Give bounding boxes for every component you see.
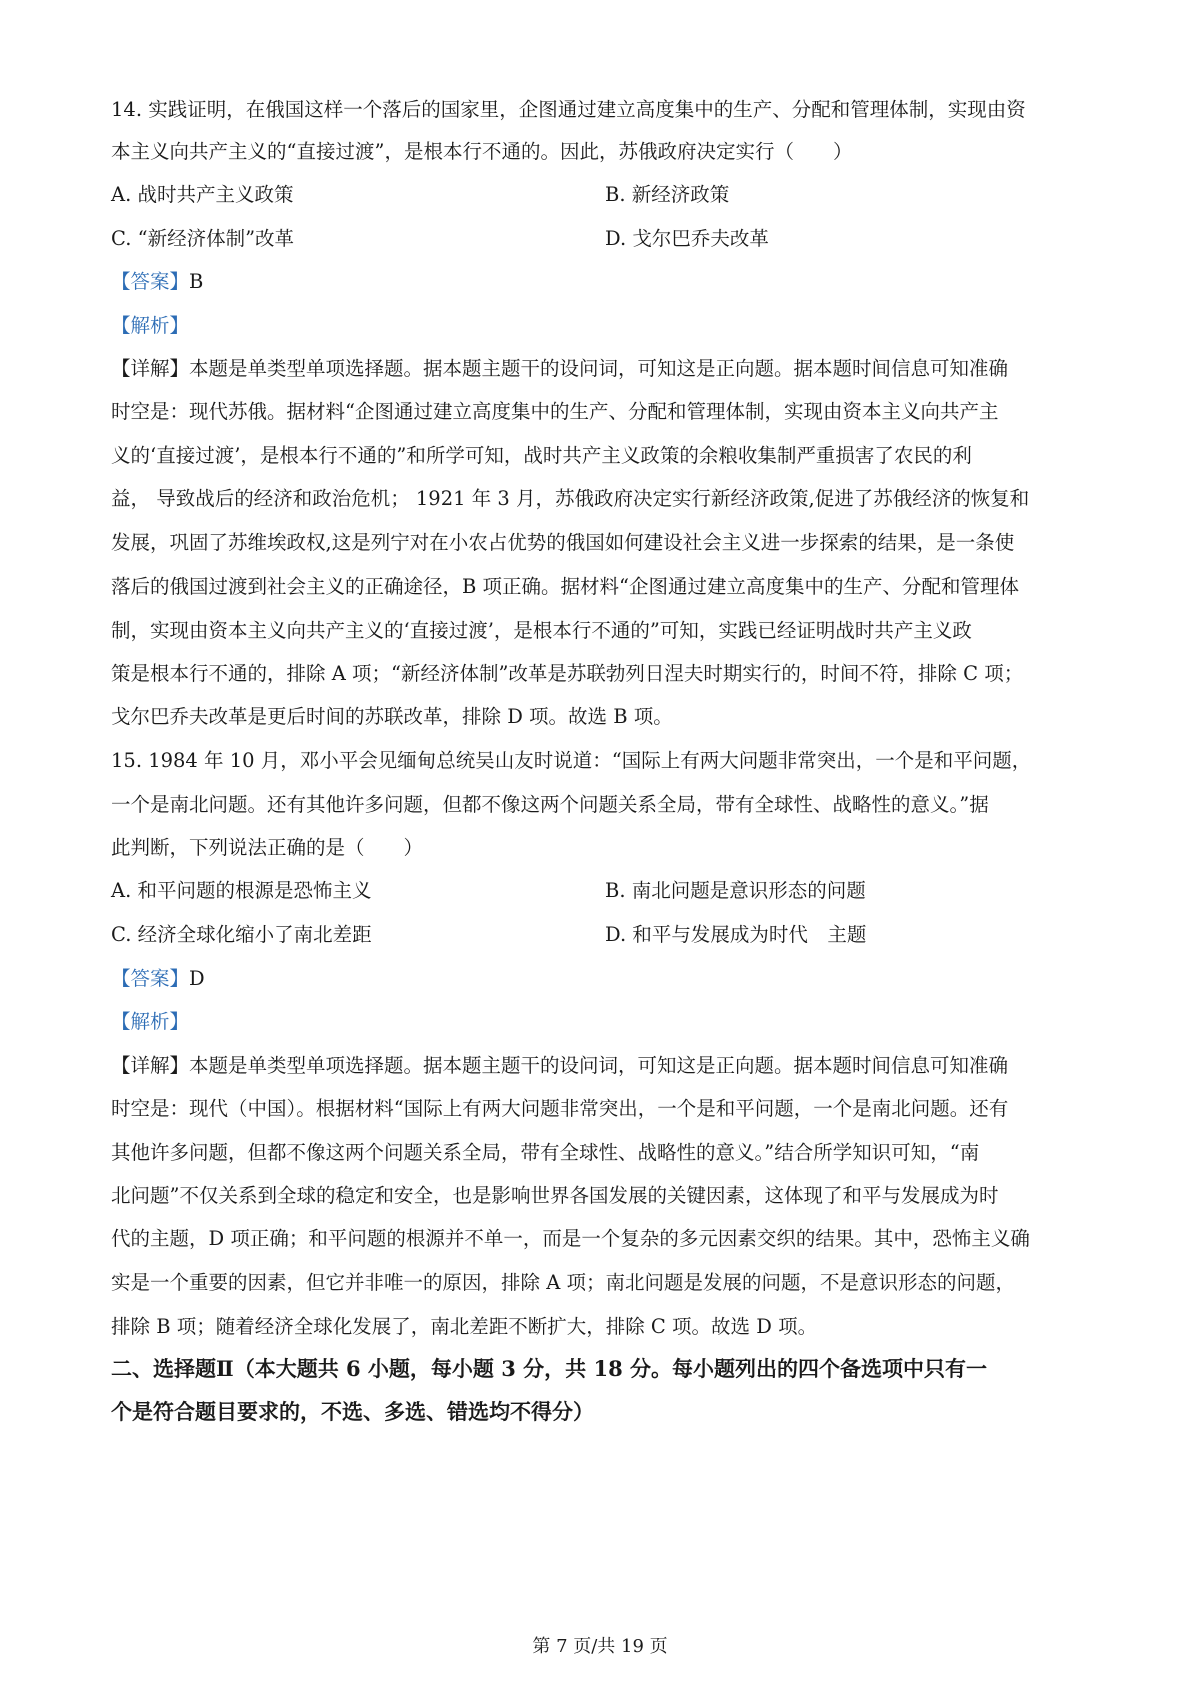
q14-answer (111, 268, 203, 296)
q14-detail-line-7: 制，实现由资本主义向共产主义的‘直接过渡’，是根本行不通的”可知，实践已经证明战时共产主义政 (111, 619, 972, 642)
q14-detail-line-1: 【详解】本题是单类型单项选择题。据本题主题干的设问词，可知这是正向题。据本题时间信息可知准确 (111, 357, 1009, 380)
q15-stem-line-1: 15. 1984 年 10 月，邓小平会见缅甸总统吴山友时说道：“国际上有两大问题非常突出，一个是和平问题， (111, 749, 1032, 772)
q14-answer-label: 【答案】 (111, 270, 190, 293)
q15-option-b: B. 南北问题是意识形态的问题 (605, 879, 866, 902)
section-2-heading-line-1: 二、选择题Ⅱ（本大题共 6 小题，每小题 3 分，共 18 分。每小题列出的四个备选项中只有一 (111, 1356, 988, 1381)
q15-stem-line-3: 此判断，下列说法正确的是（ ） (111, 836, 424, 859)
q15-detail-line-7: 排除 B 项；随着经济全球化发展了，南北差距不断扩大，排除 C 项。故选 D 项。 (111, 1315, 818, 1338)
q14-option-b: B. 新经济政策 (605, 183, 730, 206)
q15-detail-line-6: 实是一个重要的因素，但它并非唯一的原因，排除 A 项；南北问题是发展的问题，不是意识形态的问题， (111, 1271, 1015, 1294)
q14-option-c: C. “新经济体制”改革 (111, 227, 295, 250)
q14-detail-line-9: 戈尔巴乔夫改革是更后时间的苏联改革，排除 D 项。故选 B 项。 (111, 705, 673, 728)
q15-analysis-label: 【解析】 (111, 1010, 190, 1033)
q15-option-d: D. 和平与发展成为时代 主题 (605, 923, 867, 946)
q14-stem-line-2: 本主义向共产主义的“直接过渡”，是根本行不通的。因此，苏俄政府决定实行（ ） (111, 140, 853, 163)
q15-detail-line-4: 北问题”不仅关系到全球的稳定和安全，也是影响世界各国发展的关键因素，这体现了和平与发展成为时 (111, 1184, 999, 1207)
q14-option-d: D. 戈尔巴乔夫改革 (605, 227, 769, 250)
q14-detail-line-4: 益， 导致战后的经济和政治危机； 1921 年 3 月，苏俄政府决定实行新经济政策,促进了苏俄经济的恢复和 (111, 487, 1030, 510)
q15-detail-line-5: 代的主题，D 项正确；和平问题的根源并不单一，而是一个复杂的多元因素交织的结果。其中，恐怖主义确 (111, 1227, 1030, 1250)
q14-answer-value: B (189, 270, 204, 293)
q14-detail-line-6: 落后的俄国过渡到社会主义的正确途径，B 项正确。据材料“企图通过建立高度集中的生产、分配和管理体 (111, 575, 1019, 598)
page-footer: 第 7 页/共 19 页 (532, 1636, 668, 1657)
q14-option-a: A. 战时共产主义政策 (111, 183, 294, 206)
section-2-heading-line-2: 个是符合题目要求的，不选、多选、错选均不得分） (111, 1399, 594, 1424)
q14-detail-line-5: 发展，巩固了苏维埃政权,这是列宁对在小农占优势的俄国如何建设社会主义进一步探索的结果，是一条使 (111, 531, 1015, 554)
q14-detail-line-8: 策是根本行不通的，排除 A 项；“新经济体制”改革是苏联勃列日涅夫时期实行的，时间不符，排除 C 项； (111, 662, 1024, 685)
q15-answer-value: D (189, 967, 205, 990)
q15-answer (111, 965, 205, 993)
q15-detail-line-1: 【详解】本题是单类型单项选择题。据本题主题干的设问词，可知这是正向题。据本题时间信息可知准确 (111, 1054, 1009, 1077)
q14-analysis-label: 【解析】 (111, 314, 190, 337)
q14-detail-line-3: 义的‘直接过渡’，是根本行不通的”和所学可知，战时共产主义政策的余粮收集制严重损害了农民的利 (111, 444, 972, 467)
q15-option-a: A. 和平问题的根源是恐怖主义 (111, 879, 372, 902)
q15-stem-line-2: 一个是南北问题。还有其他许多问题，但都不像这两个问题关系全局，带有全球性、战略性的意义。”据 (111, 793, 989, 816)
q15-answer-label: 【答案】 (111, 967, 190, 990)
q15-detail-line-3: 其他许多问题，但都不像这两个问题关系全局，带有全球性、战略性的意义。”结合所学知识可知，“南 (111, 1141, 980, 1164)
q14-stem-line-1: 14. 实践证明，在俄国这样一个落后的国家里，企图通过建立高度集中的生产、分配和管理体制，实现由资 (111, 98, 1026, 121)
q15-detail-line-2: 时空是：现代（中国）。根据材料“国际上有两大问题非常突出，一个是和平问题，一个是南北问题。还有 (111, 1097, 1009, 1120)
q15-option-c: C. 经济全球化缩小了南北差距 (111, 923, 372, 946)
q14-detail-line-2: 时空是：现代苏俄。据材料“企图通过建立高度集中的生产、分配和管理体制，实现由资本主义向共产主 (111, 400, 999, 423)
